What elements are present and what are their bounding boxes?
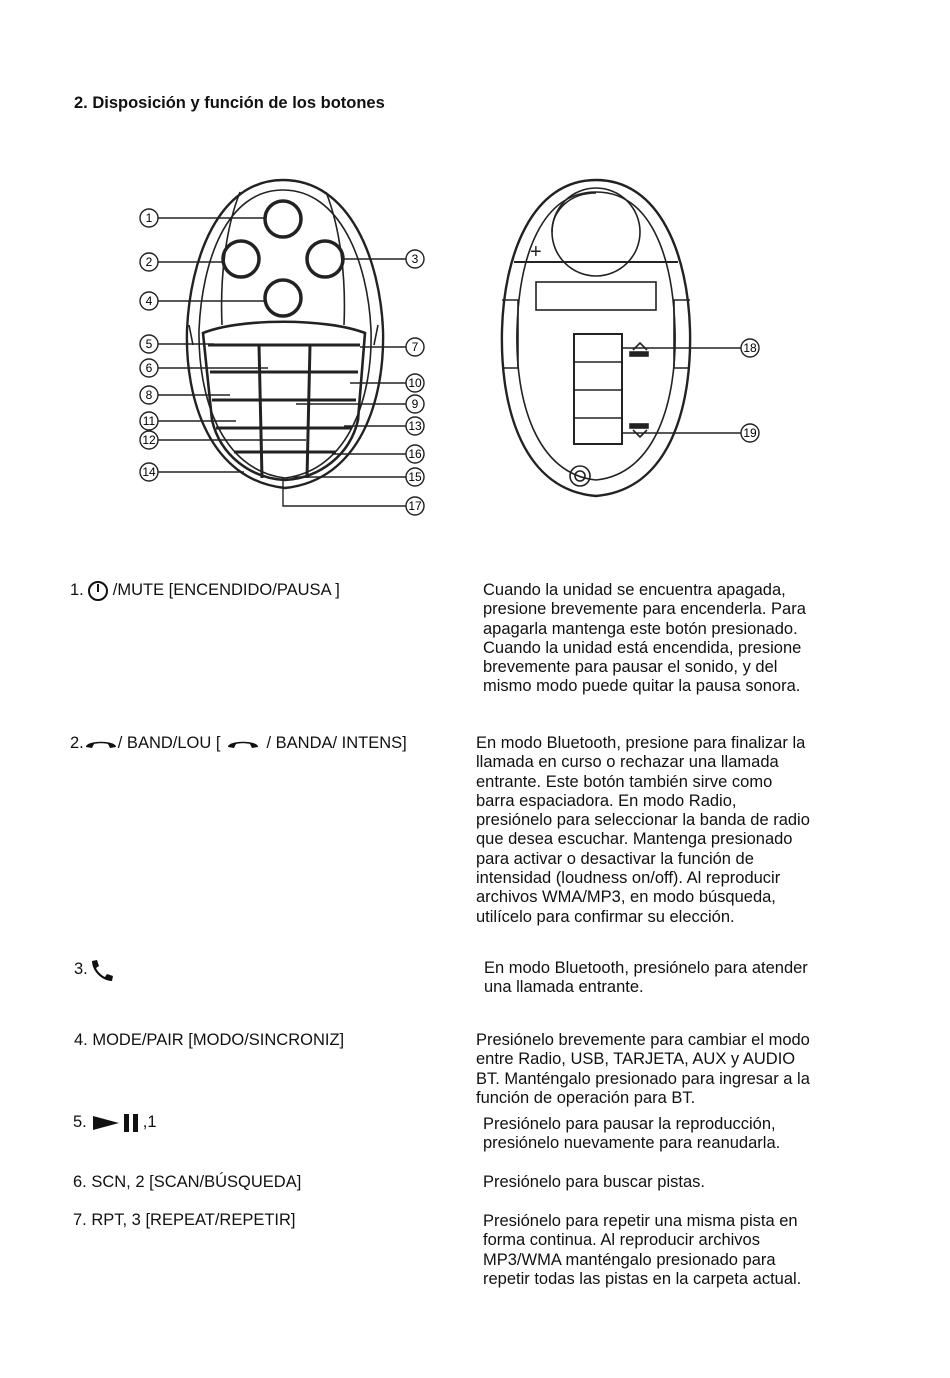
callout-19 xyxy=(741,424,759,442)
callout-11 xyxy=(140,412,158,430)
callout-3 xyxy=(406,250,424,268)
item-6-label: 6. SCN, 2 [SCAN/BÚSQUEDA] xyxy=(73,1173,302,1191)
svg-text:7: 7 xyxy=(411,340,419,354)
item-7-label: 7. RPT, 3 [REPEAT/REPETIR] xyxy=(73,1211,296,1229)
item-1-label: 1. /MUTE [ENCENDIDO/PAUSA ] xyxy=(70,580,340,602)
callout-16 xyxy=(406,445,424,463)
callout-5 xyxy=(140,335,158,353)
svg-text:5: 5 xyxy=(145,337,153,351)
remote-back-view xyxy=(502,180,690,496)
svg-text:15: 15 xyxy=(408,470,422,484)
svg-text:8: 8 xyxy=(145,388,153,402)
power-icon xyxy=(86,580,110,602)
item-5-label: 5. ,1 xyxy=(73,1113,157,1132)
play-pause-icon xyxy=(91,1113,143,1133)
svg-text:6: 6 xyxy=(145,361,153,375)
callout-9 xyxy=(406,395,424,413)
svg-text:1: 1 xyxy=(145,211,153,225)
callout-4 xyxy=(140,292,158,310)
callout-18 xyxy=(741,339,759,357)
item-2-description: En modo Bluetooth, presione para finalizar la llamada en curso o rechazar una llamada entrante. Este botón también sirve como barra espaciadora. En modo Radio, presiónelo para seleccionar la banda de radio que desea escuchar. Mantenga presionado para activar o desactivar la función de intensidad (loudness on/off). Al reproducir archivos WMA/MP3, en modo búsqueda, utilícelo para confirmar su elección. xyxy=(476,734,810,926)
hang-up-icon xyxy=(226,737,260,751)
callout-13 xyxy=(406,417,424,435)
svg-text:14: 14 xyxy=(142,465,156,479)
callout-12 xyxy=(140,431,158,449)
svg-text:16: 16 xyxy=(408,447,422,461)
hang-up-icon xyxy=(84,737,118,751)
svg-text:10: 10 xyxy=(408,376,422,390)
callout-numbers xyxy=(140,209,759,515)
svg-text:17: 17 xyxy=(408,499,422,513)
item-2-label: 2. / BAND/LOU [ / BANDA/ INTENS] xyxy=(70,734,407,752)
item-6-description: Presiónelo para buscar pistas. xyxy=(483,1173,705,1191)
svg-text:3: 3 xyxy=(411,252,419,266)
phone-answer-icon xyxy=(88,958,114,982)
callout-6 xyxy=(140,359,158,377)
section-title: 2. Disposición y función de los botones xyxy=(74,94,385,112)
callout-15 xyxy=(406,468,424,486)
svg-text:+: + xyxy=(530,241,542,263)
item-5-description: Presiónelo para pausar la reproducción, presiónelo nuevamente para reanudarla. xyxy=(483,1115,781,1153)
callout-10 xyxy=(406,374,424,392)
callout-17 xyxy=(406,497,424,515)
svg-text:11: 11 xyxy=(142,414,156,428)
svg-text:9: 9 xyxy=(411,397,419,411)
svg-text:18: 18 xyxy=(743,341,757,355)
svg-text:13: 13 xyxy=(408,419,422,433)
svg-text:12: 12 xyxy=(142,433,156,447)
callout-1 xyxy=(140,209,158,227)
item-4-description: Presiónelo brevemente para cambiar el modo entre Radio, USB, TARJETA, AUX y AUDIO BT. Manténgalo presionado para ingresar a la función de operación para BT. xyxy=(476,1031,810,1107)
callout-2 xyxy=(140,253,158,271)
svg-text:4: 4 xyxy=(145,294,153,308)
callout-8 xyxy=(140,386,158,404)
svg-text:2: 2 xyxy=(145,255,153,269)
item-1-description: Cuando la unidad se encuentra apagada, presione brevemente para encenderla. Para apagarla mantenga este botón presionado. Cuando la unidad está encendida, presione brevemente para pausar el sonido, y del mismo modo puede quitar la pausa sonora. xyxy=(483,581,806,696)
svg-text:19: 19 xyxy=(743,426,757,440)
callout-14 xyxy=(140,463,158,481)
item-7-description: Presiónelo para repetir una misma pista en forma continua. Al reproducir archivos MP3/WMA manténgalo presionado para repetir todas las pistas en la carpeta actual. xyxy=(483,1212,802,1288)
remote-control-diagram xyxy=(0,0,950,540)
item-3-label: 3. xyxy=(74,958,114,982)
remote-front-view xyxy=(187,180,383,488)
item-3-description: En modo Bluetooth, presiónelo para atender una llamada entrante. xyxy=(484,959,808,997)
callout-7 xyxy=(406,338,424,356)
item-4-label: 4. MODE/PAIR [MODO/SINCRONIZ] xyxy=(74,1031,345,1049)
